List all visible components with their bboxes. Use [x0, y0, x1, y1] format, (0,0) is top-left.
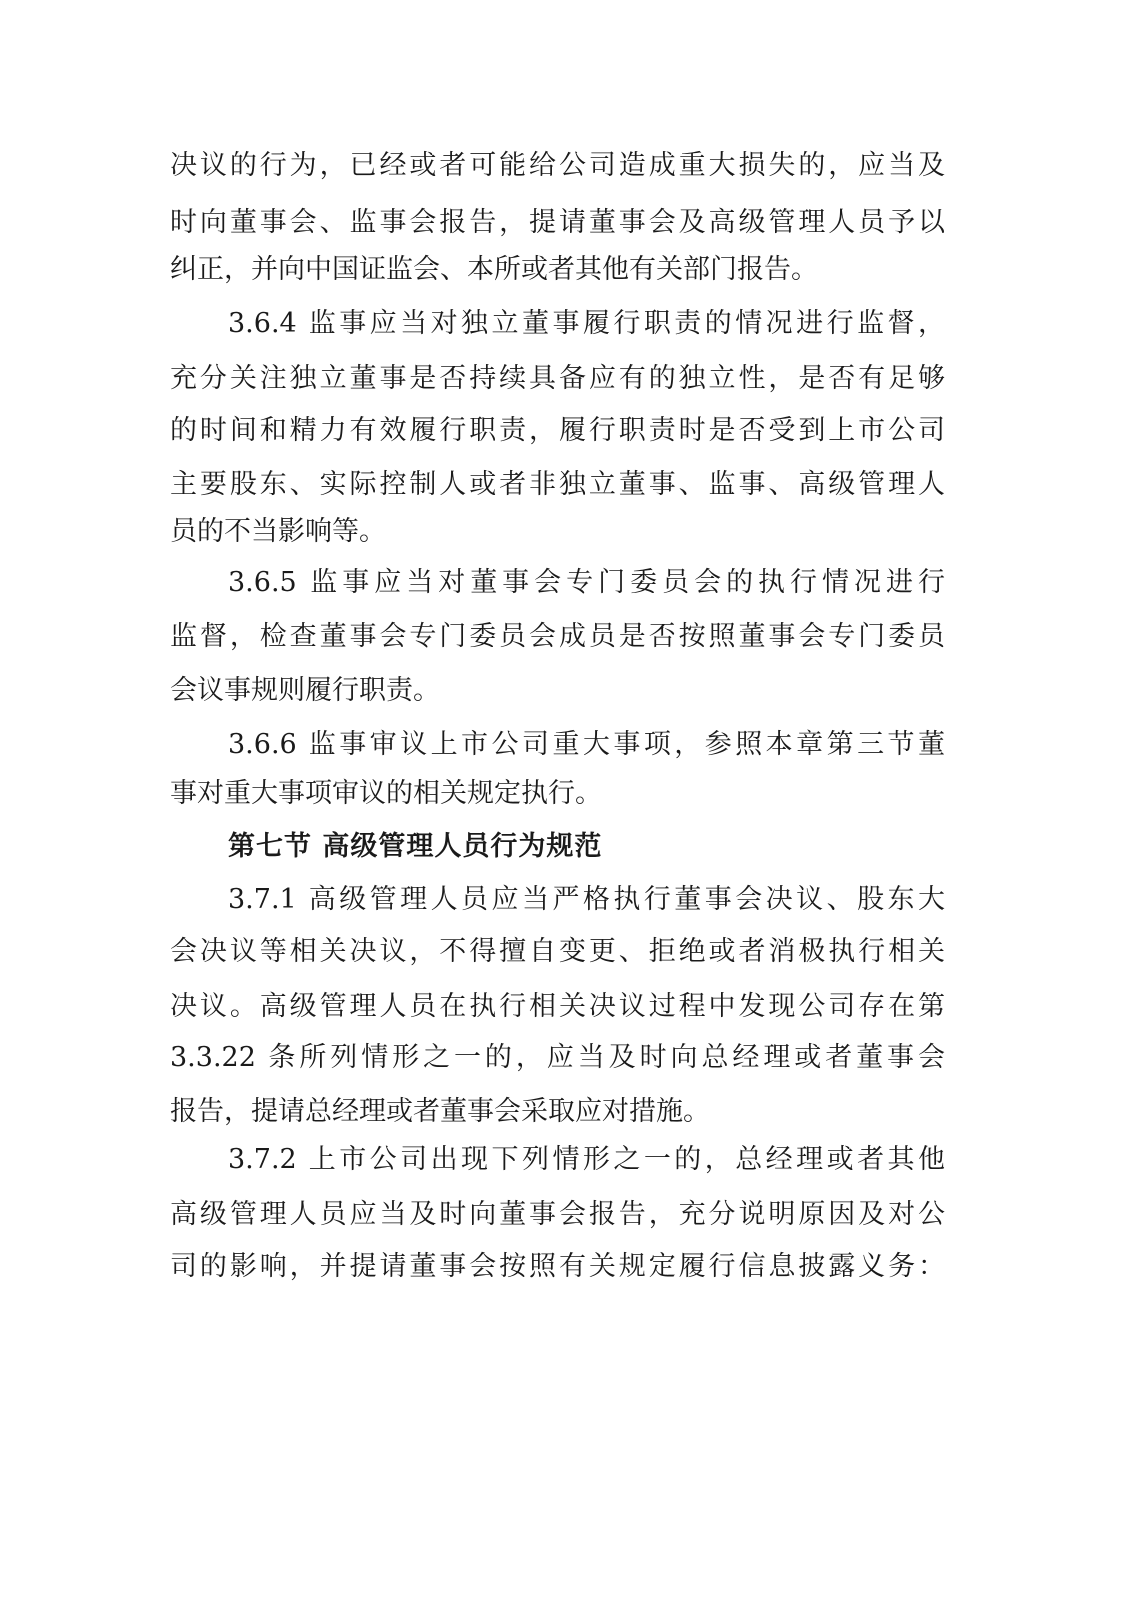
text-line: 决议的行为，已经或者可能给公司造成重大损失的，应当及 [170, 150, 945, 181]
text-line: 高级管理人员应当及时向董事会报告，充分说明原因及对公 [170, 1199, 945, 1230]
text-line: 充分关注独立董事是否持续具备应有的独立性，是否有足够 [170, 363, 945, 394]
text-line: 纠正，并向中国证监会、本所或者其他有关部门报告。 [170, 254, 818, 285]
text-line: 决议。高级管理人员在执行相关决议过程中发现公司存在第 [170, 991, 945, 1022]
text-line: 司的影响，并提请董事会按照有关规定履行信息披露义务： [170, 1251, 945, 1282]
clause-3-6-5: 3.6.5 监事应当对董事会专门委员会的执行情况进行 [228, 567, 945, 598]
text-line: 主要股东、实际控制人或者非独立董事、监事、高级管理人 [170, 469, 945, 500]
text-line: 的时间和精力有效履行职责，履行职责时是否受到上市公司 [170, 415, 945, 446]
text-line: 员的不当影响等。 [170, 516, 386, 547]
text-line: 会议事规则履行职责。 [170, 675, 440, 706]
clause-3-7-1: 3.7.1 高级管理人员应当严格执行董事会决议、股东大 [228, 884, 945, 915]
text-line: 报告，提请总经理或者董事会采取应对措施。 [170, 1096, 710, 1127]
clause-3-6-4: 3.6.4 监事应当对独立董事履行职责的情况进行监督， [228, 308, 945, 339]
text-line: 3.3.22 条所列情形之一的，应当及时向总经理或者董事会 [170, 1042, 945, 1073]
text-line: 会决议等相关决议，不得擅自变更、拒绝或者消极执行相关 [170, 936, 945, 967]
text-line: 时向董事会、监事会报告，提请董事会及高级管理人员予以 [170, 207, 945, 238]
section-heading: 第七节 高级管理人员行为规范 [228, 831, 603, 862]
text-line: 监督，检查董事会专门委员会成员是否按照董事会专门委员 [170, 621, 945, 652]
text-line: 事对重大事项审议的相关规定执行。 [170, 778, 602, 809]
clause-3-6-6: 3.6.6 监事审议上市公司重大事项，参照本章第三节董 [228, 729, 945, 760]
clause-3-7-2: 3.7.2 上市公司出现下列情形之一的，总经理或者其他 [228, 1144, 945, 1175]
